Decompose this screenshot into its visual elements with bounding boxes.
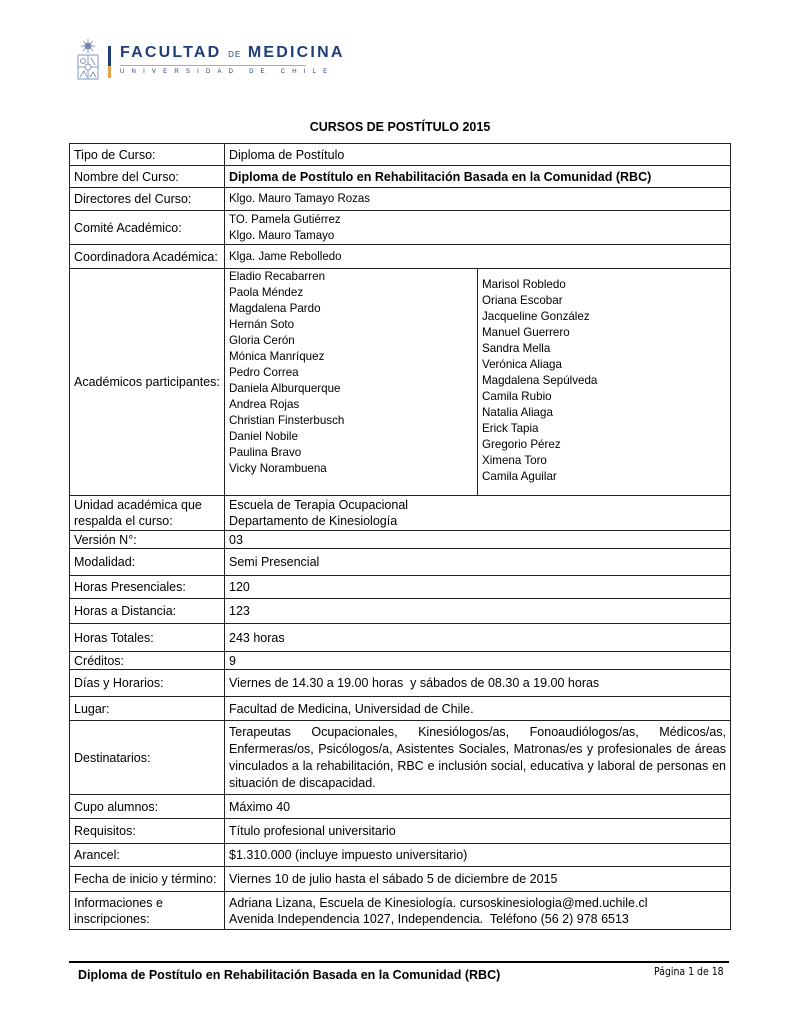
academics-column-right xyxy=(478,269,730,495)
row-value: 123 xyxy=(225,599,731,624)
row-label: Nombre del Curso: xyxy=(70,166,225,188)
academic-name: Daniela Alburquerque xyxy=(229,382,341,395)
logo-text xyxy=(120,44,345,75)
academic-name: Gloria Cerón xyxy=(229,334,295,347)
table-row xyxy=(70,245,731,269)
row-label: Arancel: xyxy=(70,844,225,867)
row-value xyxy=(225,211,731,245)
row-label: Unidad académica que respalda el curso: xyxy=(70,496,225,531)
row-label: Informaciones e inscripciones: xyxy=(70,892,225,930)
row-value: Título profesional universitario xyxy=(225,819,731,844)
row-label: Versión N°: xyxy=(70,531,225,549)
academic-name: Natalia Aliaga xyxy=(482,406,553,419)
address-line: Avenida Independencia 1027, Independencia. Teléfono (56 2) 978 6513 xyxy=(229,911,629,926)
university-crest-icon xyxy=(76,39,100,81)
academic-name: Mónica Manríquez xyxy=(229,350,325,363)
academic-name: Verónica Aliaga xyxy=(482,358,562,371)
academic-name: Hernán Soto xyxy=(229,318,295,331)
row-value: Terapeutas Ocupacionales, Kinesiólogos/as, Fonoaudiólogos/as, Médicos/as, Enfermeras/os, Psicólogos/a, Asistentes Sociales, Matronas/es y profesionales de áreas vinculados a la rehabilitación, RBC e inclusión social, educativa y laboral de personas en situación de discapacidad. xyxy=(225,721,731,795)
academics-column-left xyxy=(225,269,478,495)
course-name-value: Diploma de Postítulo en Rehabilitación Basada en la Comunidad (RBC) xyxy=(225,166,731,188)
row-label: Días y Horarios: xyxy=(70,670,225,697)
table-row xyxy=(70,819,731,844)
row-label: Créditos: xyxy=(70,652,225,670)
academic-name: Magdalena Sepúlveda xyxy=(482,374,598,387)
document-title: CURSOS DE POSTÍTULO 2015 xyxy=(309,120,491,134)
row-value: Viernes 10 de julio hasta el sábado 5 de diciembre de 2015 xyxy=(225,867,731,892)
table-row xyxy=(70,721,731,795)
academic-name: Magdalena Pardo xyxy=(229,302,321,315)
committee-member: Klgo. Mauro Tamayo xyxy=(229,229,335,242)
row-label: Comité Académico: xyxy=(70,211,225,245)
academic-name: Christian Finsterbusch xyxy=(229,414,345,427)
academic-name: Vicky Norambuena xyxy=(229,462,327,475)
table-row xyxy=(70,652,731,670)
table-row xyxy=(70,670,731,697)
table-row xyxy=(70,166,731,188)
row-label: Modalidad: xyxy=(70,549,225,576)
logo-rule xyxy=(120,65,306,66)
table-row xyxy=(70,892,731,930)
committee-member: TO. Pamela Gutiérrez xyxy=(229,213,341,226)
course-info-table xyxy=(69,143,731,930)
academic-name: Gregorio Pérez xyxy=(482,438,561,451)
academic-name: Andrea Rojas xyxy=(229,398,300,411)
logo-title: FACULTAD DE MEDICINA xyxy=(120,44,345,61)
footer-divider xyxy=(69,961,729,963)
row-label: Horas Presenciales: xyxy=(70,576,225,599)
academic-name: Daniel Nobile xyxy=(229,430,298,443)
academic-name: Sandra Mella xyxy=(482,342,551,355)
table-row xyxy=(70,624,731,652)
academic-name: Manuel Guerrero xyxy=(482,326,570,339)
table-row xyxy=(70,211,731,245)
row-value: Facultad de Medicina, Universidad de Chile. xyxy=(225,697,731,721)
row-label: Requisitos: xyxy=(70,819,225,844)
academic-name: Eladio Recabarren xyxy=(229,270,326,283)
academic-name: Camila Rubio xyxy=(482,390,552,403)
academic-name: Erick Tapia xyxy=(482,422,539,435)
row-label: Horas Totales: xyxy=(70,624,225,652)
row-label: Tipo de Curso: xyxy=(70,144,225,166)
row-value: Semi Presencial xyxy=(225,549,731,576)
academic-name: Paulina Bravo xyxy=(229,446,302,459)
academic-name: Oriana Escobar xyxy=(482,294,563,307)
logo-subtitle: UNIVERSIDAD DE CHILE xyxy=(120,69,335,75)
table-row xyxy=(70,795,731,819)
table-row xyxy=(70,867,731,892)
logo-divider-accent xyxy=(108,66,111,78)
table-row xyxy=(70,844,731,867)
academics-list xyxy=(225,269,730,495)
row-label: Fecha de inicio y término: xyxy=(70,867,225,892)
table-row xyxy=(70,697,731,721)
row-label: Académicos participantes: xyxy=(70,269,225,496)
academic-name: Marisol Robledo xyxy=(482,278,566,291)
academic-name: Camila Aguilar xyxy=(482,470,557,483)
row-label: Lugar: xyxy=(70,697,225,721)
table-row xyxy=(70,269,731,496)
row-value: 9 xyxy=(225,652,731,670)
table-row xyxy=(70,576,731,599)
academic-name: Jacqueline González xyxy=(482,310,590,323)
row-value: Viernes de 14.30 a 19.00 horas y sábados de 08.30 a 19.00 horas xyxy=(225,670,731,697)
row-label: Directores del Curso: xyxy=(70,188,225,211)
row-value xyxy=(225,892,731,930)
table-row xyxy=(70,188,731,211)
table-row xyxy=(70,144,731,166)
table-row xyxy=(70,599,731,624)
row-value: 243 horas xyxy=(225,624,731,652)
row-label: Horas a Distancia: xyxy=(70,599,225,624)
table-row xyxy=(70,531,731,549)
row-label: Cupo alumnos: xyxy=(70,795,225,819)
row-value: Klga. Jame Rebolledo xyxy=(225,245,731,269)
row-label: Coordinadora Académica: xyxy=(70,245,225,269)
table-row xyxy=(70,496,731,531)
row-label: Destinatarios: xyxy=(70,721,225,795)
row-value: Diploma de Postítulo xyxy=(225,144,731,166)
academic-name: Ximena Toro xyxy=(482,454,547,467)
academic-name: Pedro Correa xyxy=(229,366,299,379)
row-value: $1.310.000 (incluye impuesto universitario) xyxy=(225,844,731,867)
row-value: Klgo. Mauro Tamayo Rozas xyxy=(225,188,731,211)
page-number: Página 1 de 18 xyxy=(654,965,724,978)
table-row xyxy=(70,549,731,576)
contact-line: Adriana Lizana, Escuela de Kinesiología. cursoskinesiologia@med.uchile.cl xyxy=(229,895,648,910)
row-value: 03 xyxy=(225,531,731,549)
row-value xyxy=(225,269,731,496)
footer-title: Diploma de Postítulo en Rehabilitación Basada en la Comunidad (RBC) xyxy=(78,968,501,982)
faculty-logo xyxy=(76,38,345,82)
row-value: Escuela de Terapia Ocupacional Departamento de Kinesiología xyxy=(225,496,731,531)
row-value: Máximo 40 xyxy=(225,795,731,819)
row-value: 120 xyxy=(225,576,731,599)
academic-name: Paola Méndez xyxy=(229,286,304,299)
